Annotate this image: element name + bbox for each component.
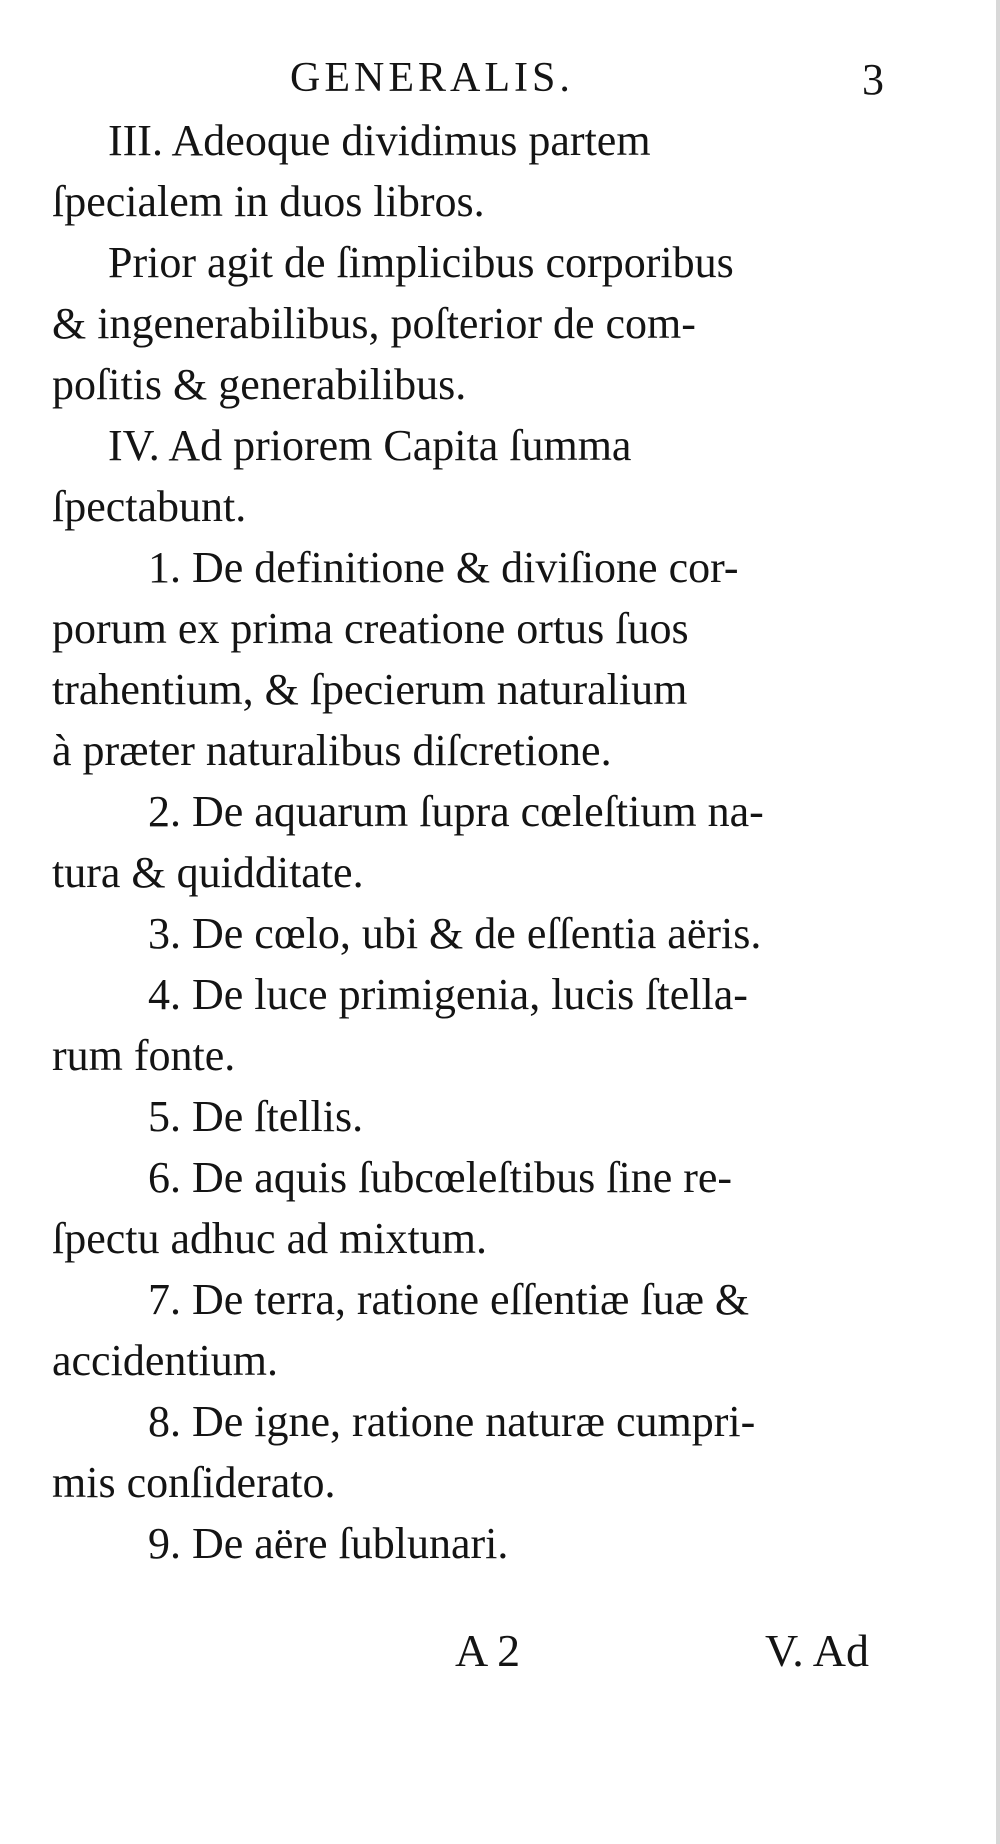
text-line: trahentium, & ſpecierum naturalium [52, 665, 688, 714]
text-line: ſpectabunt. [52, 482, 247, 531]
page-footer [0, 1624, 1000, 1694]
text-line: accidentium. [52, 1336, 279, 1385]
text-line: à præter naturalibus diſcretione. [52, 726, 612, 775]
text-line: & ingenerabilibus, poſterior de com- [52, 299, 696, 348]
text-line: rum fonte. [52, 1031, 236, 1080]
text-line: 1. De definitione & diviſione cor- [148, 543, 739, 592]
text-line: ſpectu adhuc ad mixtum. [52, 1214, 487, 1263]
text-line: 5. De ſtellis. [148, 1092, 364, 1141]
signature-mark: A 2 [455, 1625, 521, 1676]
text-line: 2. De aquarum ſupra cœleſtium na- [148, 787, 764, 836]
text-line: 6. De aquis ſubcœleſtibus ſine re- [148, 1153, 733, 1202]
text-line: porum ex prima creatione ortus ſuos [52, 604, 689, 653]
page-edge [996, 0, 1000, 1844]
text-line: III. Adeoque dividimus partem [108, 116, 651, 165]
text-line: 9. De aëre ſublunari. [148, 1519, 509, 1568]
text-line: ſpecialem in duos libros. [52, 177, 485, 226]
running-head: GENERALIS. [290, 55, 574, 101]
catchword: V. Ad [765, 1625, 869, 1676]
text-line: Prior agit de ſimplicibus corporibus [108, 238, 734, 287]
page-header [0, 48, 1000, 118]
text-line: poſitis & generabilibus. [52, 360, 467, 409]
body-text [52, 110, 912, 1574]
text-line: 8. De igne, ratione naturæ cumpri- [148, 1397, 756, 1446]
text-line: 4. De luce primigenia, lucis ſtella- [148, 970, 748, 1019]
text-line: mis conſiderato. [52, 1458, 336, 1507]
text-line: tura & quidditate. [52, 848, 364, 897]
page-number: 3 [862, 55, 884, 104]
text-line: 7. De terra, ratione eſſentiæ ſuæ & [148, 1275, 750, 1324]
text-line: IV. Ad priorem Capita ſumma [108, 421, 632, 470]
text-line: 3. De cœlo, ubi & de eſſentia aëris. [148, 909, 762, 958]
